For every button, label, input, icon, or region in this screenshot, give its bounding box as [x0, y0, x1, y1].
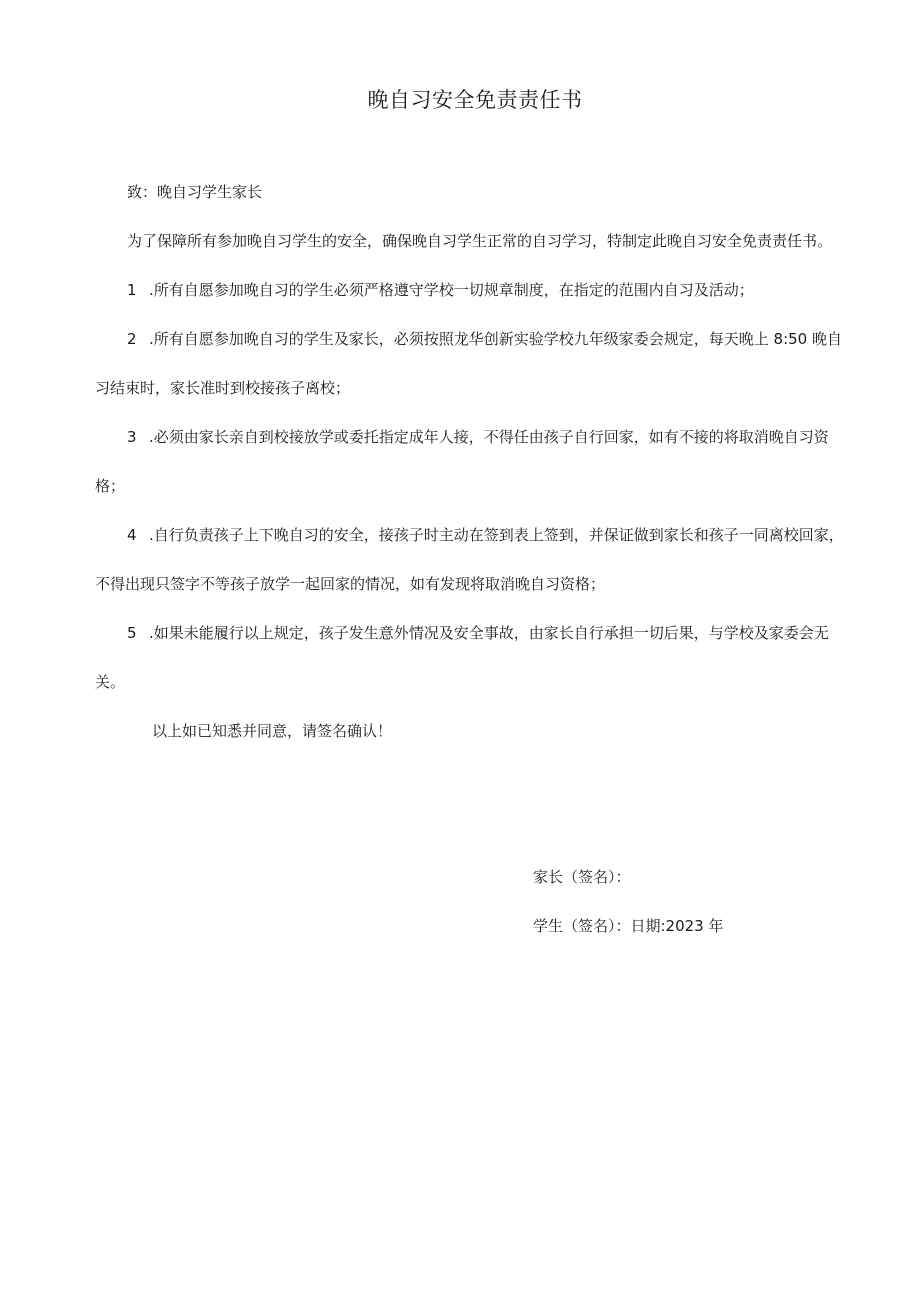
rule-4-line-2: 不得出现只签字不等孩子放学一起回家的情况，如有发现将取消晚自习资格；: [95, 575, 606, 593]
rule-3-number: 3: [127, 428, 137, 446]
rule-5-line-1: [127, 623, 829, 643]
rule-4-line-1: [127, 525, 844, 545]
parent-signature-line: 家长（签名）：: [533, 868, 631, 886]
rule-3-line-2: 格；: [95, 477, 126, 495]
rule-2-number: 2: [127, 330, 137, 348]
intro-paragraph: 为了保障所有参加晚自习学生的安全，确保晚自习学生正常的自习学习，特制定此晚自习安全免责责任书。: [127, 232, 833, 250]
confirm-statement: 以上如已知悉并同意，请签名确认！: [152, 722, 393, 740]
rule-1-number: 1: [127, 281, 137, 299]
rule-4-text: .自行负责孩子上下晚自习的安全，接孩子时主动在签到表上签到，并保证做到家长和孩子一同离校回家，: [149, 526, 844, 544]
salutation: 致：晚自习学生家长: [127, 183, 263, 201]
document-title: 晚自习安全免责责任书: [367, 88, 583, 112]
student-signature-line: 学生（签名）：日期:2023 年: [533, 917, 724, 935]
rule-2-line-2: 习结束时，家长准时到校接孩子离校；: [95, 379, 351, 397]
rule-2-line-1: [127, 329, 842, 349]
rule-4-number: 4: [127, 526, 137, 544]
rule-3-text: .必须由家长亲自到校接放学或委托指定成年人接，不得任由孩子自行回家，如有不接的将取消晚自习资: [149, 428, 829, 446]
rule-2-text: .所有自愿参加晚自习的学生及家长，必须按照龙华创新实验学校九年级家委会规定，每天晚上 8:50 晚自: [149, 330, 842, 348]
rule-5-number: 5: [127, 624, 137, 642]
rule-1-text: .所有自愿参加晚自习的学生必须严格遵守学校一切规章制度，在指定的范围内自习及活动；: [149, 281, 754, 299]
rule-5-line-2: 关。: [95, 673, 126, 691]
rule-3-line-1: [127, 427, 829, 447]
rule-5-text: .如果未能履行以上规定，孩子发生意外情况及安全事故，由家长自行承担一切后果，与学校及家委会无: [149, 624, 829, 642]
rule-1-line-1: [127, 280, 754, 300]
